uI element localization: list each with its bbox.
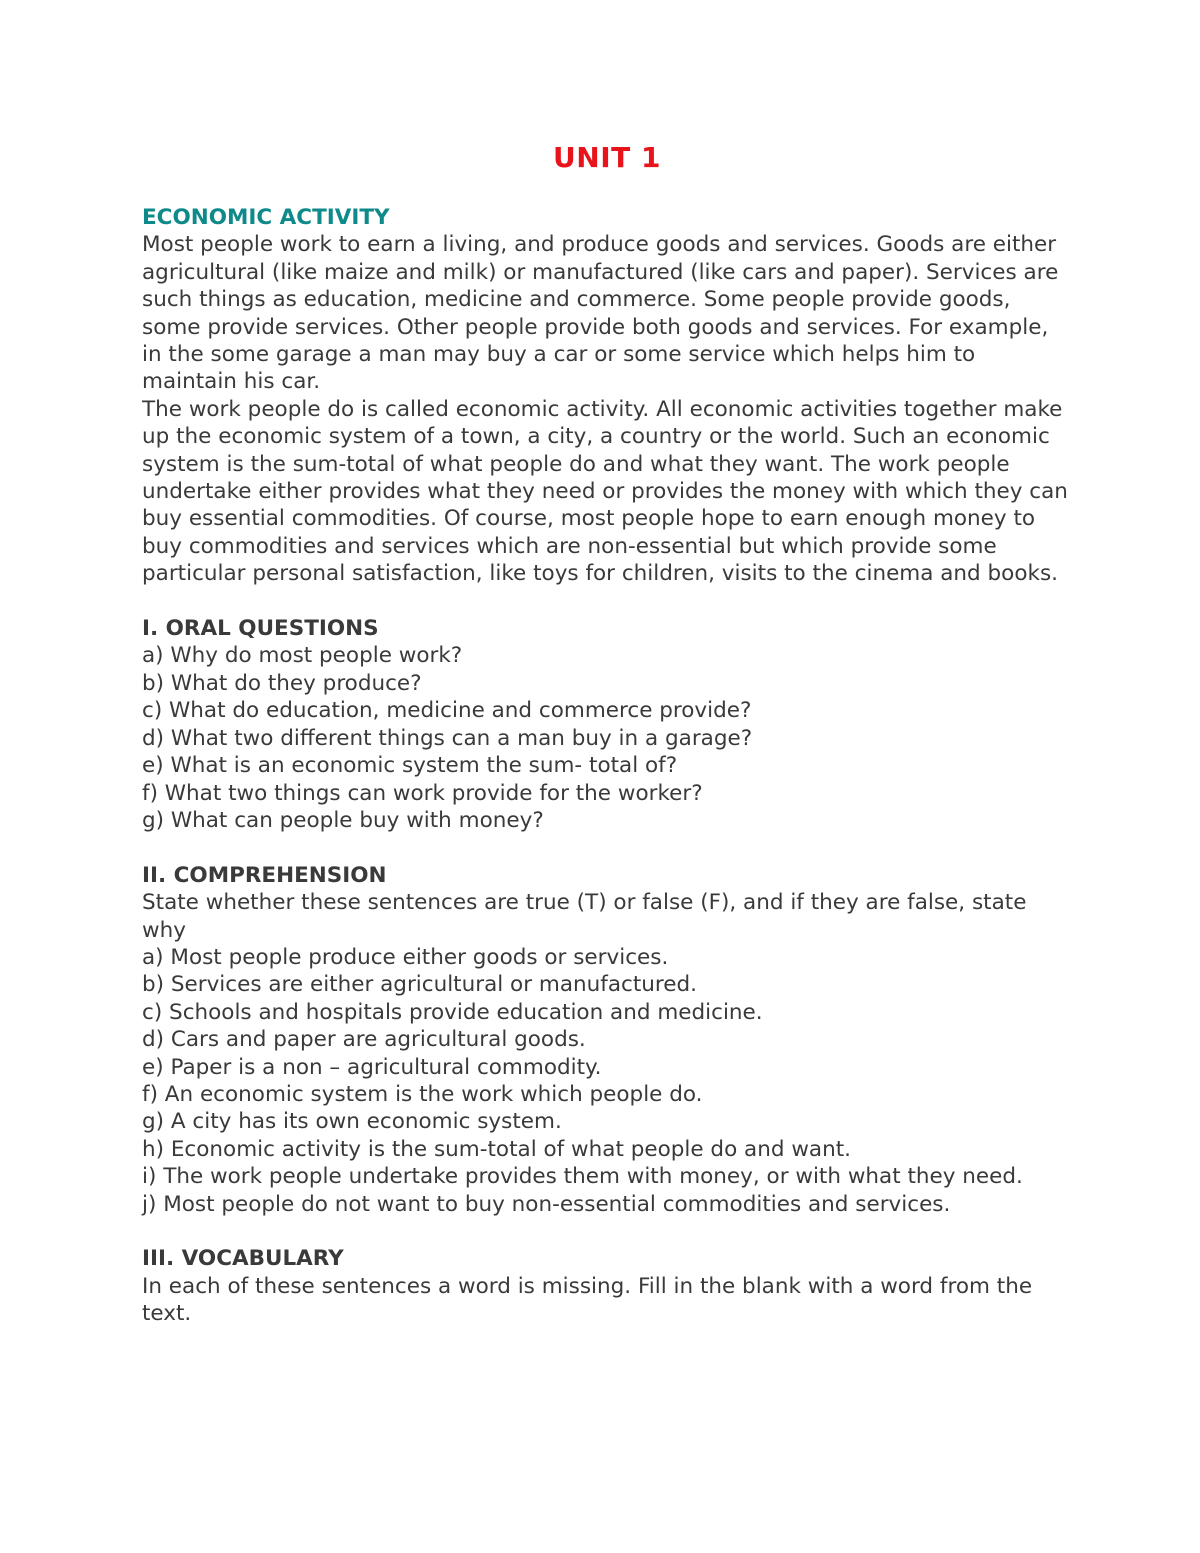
comprehension-heading: II. COMPREHENSION [142,862,387,888]
reading-paragraph-2: The work people do is called economic activity. All economic activities together make up the economic system of a town, a city, a country or the world. Such an economic system is the sum-total of what people do and what they want. The work people undertake either provides what they need or provides the money with which they can buy essential commodities. Of course, most people hope to earn enough money to buy commodities and services which are non-essential but which provide some particular personal satisfaction, like toys for children, visits to the cinema and books. [142,396,1068,587]
oral-questions-section [142,615,1072,834]
vocabulary-section [142,1245,1072,1327]
comprehension-item: h) Economic activity is the sum-total of what people do and want. [142,1136,851,1162]
spacer [142,834,1072,861]
reading-paragraph-1: Most people work to earn a living, and produce goods and services. Goods are either agricultural (like maize and milk) or manufactured (like cars and paper). Services are such things as education, medicine and commerce. Some people provide goods, some provide services. Other people provide both goods and services. For example, in the some garage a man may buy a car or some service which helps him to maintain his car. [142,232,1059,395]
oral-question: g) What can people buy with money? [142,807,544,833]
oral-question: a) Why do most people work? [142,643,463,669]
vocabulary-instruction: In each of these sentences a word is missing. Fill in the blank with a word from the text. [142,1273,1033,1327]
comprehension-item: f) An economic system is the work which people do. [142,1081,703,1107]
document-page [142,138,1072,1328]
oral-questions-list [142,642,1072,834]
comprehension-instruction: State whether these sentences are true (T) or false (F), and if they are false, state why [142,890,1027,943]
oral-question: f) What two things can work provide for the worker? [142,780,703,806]
comprehension-list [142,944,1072,1218]
spacer [142,1218,1072,1245]
spacer [142,588,1072,615]
reading-heading: ECONOMIC ACTIVITY [142,205,390,230]
comprehension-item: e) Paper is a non – agricultural commodity. [142,1054,602,1080]
comprehension-item: i) The work people undertake provides them with money, or with what they need. [142,1164,1023,1190]
comprehension-item: c) Schools and hospitals provide education and medicine. [142,999,763,1025]
comprehension-section [142,862,1072,1218]
reading-section [142,204,1072,588]
oral-question: c) What do education, medicine and commerce provide? [142,698,752,724]
comprehension-item: d) Cars and paper are agricultural goods. [142,1027,586,1053]
oral-question: b) What do they produce? [142,670,422,696]
oral-question: e) What is an economic system the sum- total of? [142,753,678,779]
comprehension-item: a) Most people produce either goods or services. [142,944,669,970]
oral-questions-heading: I. ORAL QUESTIONS [142,616,379,642]
comprehension-item: b) Services are either agricultural or manufactured. [142,972,697,998]
oral-question: d) What two different things can a man buy in a garage? [142,725,753,751]
unit-title: UNIT 1 [553,141,661,174]
vocabulary-heading: III. VOCABULARY [142,1246,344,1272]
comprehension-item: j) Most people do not want to buy non-essential commodities and services. [142,1191,951,1217]
comprehension-item: g) A city has its own economic system. [142,1109,562,1135]
